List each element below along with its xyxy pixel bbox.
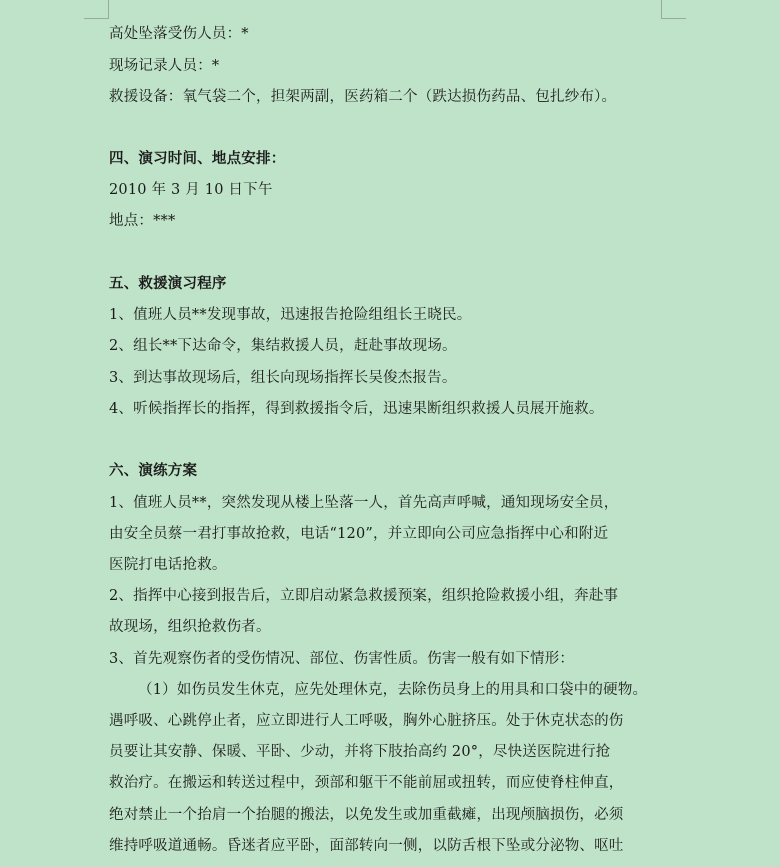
- list-item: 4、听候指挥长的指挥，得到救援指令后，迅速果断组织救援人员展开施救。: [109, 401, 604, 417]
- paragraph-line: 2、指挥中心接到报告后，立即启动紧急救援预案，组织抢险救援小组，奔赴事: [109, 588, 619, 604]
- page-corner-mark-right: [661, 0, 686, 19]
- list-item: 2、组长**下达命令，集结救援人员，赶赴事故现场。: [109, 338, 457, 354]
- paragraph-line: 医院打电话抢救。: [109, 557, 227, 573]
- paragraph-line: 故现场，组织抢救伤者。: [109, 619, 271, 635]
- paragraph-line: 救治疗。在搬运和转送过程中，颈部和躯干不能前屈或扭转，而应使脊柱伸直，: [109, 775, 624, 791]
- paragraph-line: （1）如伤员发生休克，应先处理休克，去除伤员身上的用具和口袋中的硬物。: [138, 682, 648, 698]
- section-heading: 四、演习时间、地点安排：: [109, 150, 286, 167]
- list-item: 3、到达事故现场后，组长向现场指挥长吴俊杰报告。: [109, 370, 457, 386]
- paragraph-line: 现场记录人员：*: [109, 58, 220, 74]
- list-item: 1、值班人员**发现事故，迅速报告抢险组组长王晓民。: [109, 307, 472, 323]
- paragraph-line: 1、值班人员**，突然发现从楼上坠落一人，首先高声呼喊，通知现场安全员，: [109, 495, 619, 511]
- paragraph-line: 员要让其安静、保暖、平卧、少动，并将下肢抬高约 20°，尽快送医院进行抢: [109, 744, 611, 760]
- paragraph-line: 2010 年 3 月 10 日下午: [109, 182, 273, 198]
- paragraph-line: 地点：***: [109, 213, 176, 229]
- paragraph-line: 遇呼吸、心跳停止者，应立即进行人工呼吸，胸外心脏挤压。处于休克状态的伤: [109, 713, 624, 729]
- paragraph-line: 3、首先观察伤者的受伤情况、部位、伤害性质。伤害一般有如下情形：: [109, 651, 575, 667]
- paragraph-line: 绝对禁止一个抬肩一个抬腿的搬法，以免发生或加重截瘫，出现颅脑损伤，必须: [109, 807, 624, 823]
- paragraph-line: 由安全员蔡一君打事故抢救，电话“120”，并立即向公司应急指挥中心和附近: [109, 526, 609, 542]
- paragraph-line: 救援设备：氧气袋二个，担架两副，医药箱二个（跌达损伤药品、包扎纱布）。: [109, 89, 617, 105]
- paragraph-line: 维持呼吸道通畅。昏迷者应平卧，面部转向一侧，以防舌根下坠或分泌物、呕吐: [109, 838, 624, 854]
- section-heading: 六、演练方案: [109, 462, 198, 479]
- section-heading: 五、救援演习程序: [109, 275, 227, 292]
- paragraph-line: 高处坠落受伤人员：*: [109, 26, 249, 42]
- page-corner-mark-left: [84, 0, 109, 19]
